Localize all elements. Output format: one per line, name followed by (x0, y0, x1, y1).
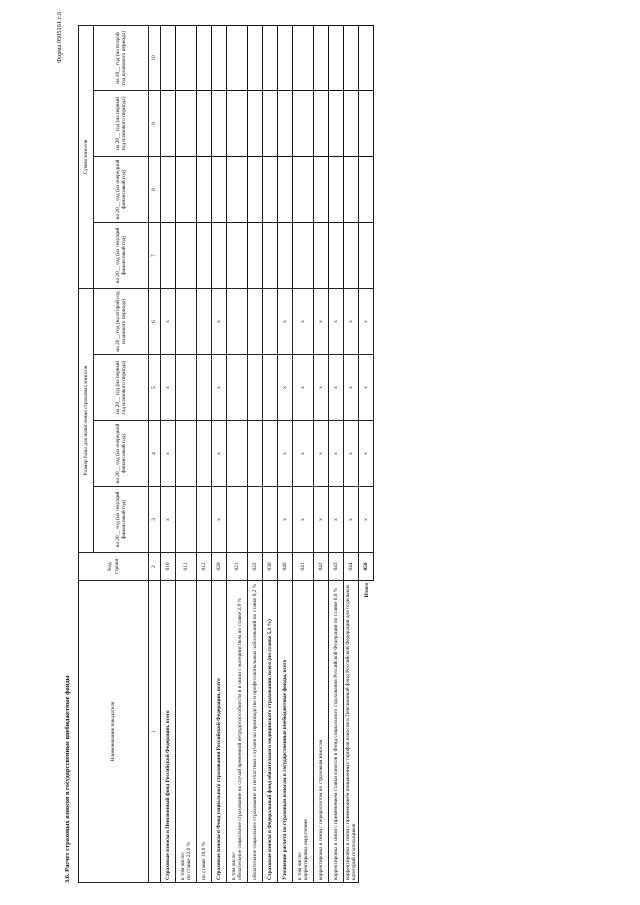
sum-value-cell[interactable] (263, 156, 278, 222)
row-name: Страховые взносы в Фонд социального страхования Российской Федерации, всего (215, 678, 222, 880)
row-code: 011 (176, 553, 197, 581)
header-period: на 20__ год (на текущий финансовый год) (94, 487, 149, 553)
row-name: корректировка в связи с применением пониженных тарифов взносов в Пенсионный фонд Российской Федерации для отдельных категорий плательщиков (345, 584, 358, 880)
column-number: 6 (149, 288, 161, 354)
sum-value-cell[interactable] (248, 222, 263, 288)
row-sub-name: обязательное социальное страхование на случай временной нетрудоспособности и в связи с материнством по ставке 2,9 % (237, 597, 243, 880)
base-mark-cell (263, 355, 278, 421)
row-name-cell (197, 581, 212, 883)
base-mark-cell: x (344, 288, 359, 354)
column-number: 7 (149, 222, 161, 288)
sum-value-cell[interactable] (344, 25, 359, 90)
table-row (197, 25, 212, 882)
base-mark-cell: x (314, 487, 329, 553)
base-mark-cell (176, 288, 197, 354)
column-number: 4 (149, 421, 161, 487)
sum-value-cell[interactable] (212, 156, 227, 222)
row-name-cell (176, 581, 197, 883)
sum-value-cell[interactable] (278, 25, 293, 90)
header-period: на 20__ год (на текущий финансовый год) (94, 222, 149, 288)
sum-value-cell[interactable] (293, 222, 314, 288)
base-mark-cell: x (329, 288, 344, 354)
section-title: 3.6. Расчет страховых взносов в государственные внебюджетные фонды (64, 675, 71, 883)
sum-value-cell[interactable] (212, 222, 227, 288)
sum-value-cell[interactable] (293, 25, 314, 90)
sum-value-cell[interactable] (212, 90, 227, 156)
sum-value-cell[interactable] (212, 25, 227, 90)
sum-value-cell[interactable] (197, 222, 212, 288)
table-row (176, 25, 197, 882)
table-row (227, 25, 248, 882)
row-code: 012 (197, 553, 212, 581)
header-period: на 20__ год (на очередной финансовый год) (94, 421, 149, 487)
total-sum-cell[interactable] (359, 156, 374, 222)
row-name-cell (212, 581, 227, 883)
table-row (329, 25, 344, 882)
base-mark-cell (227, 355, 248, 421)
row-name-cell (278, 581, 293, 883)
sum-value-cell[interactable] (263, 25, 278, 90)
table-row (161, 25, 176, 882)
base-mark-cell: x (293, 421, 314, 487)
sum-value-cell[interactable] (329, 156, 344, 222)
total-sum-cell[interactable] (359, 222, 374, 288)
base-mark-cell: x (278, 487, 293, 553)
base-mark-cell: x (278, 421, 293, 487)
sum-value-cell[interactable] (329, 25, 344, 90)
sum-value-cell[interactable] (263, 90, 278, 156)
total-row (359, 25, 374, 882)
row-code: 022 (248, 553, 263, 581)
table-row (278, 25, 293, 882)
base-mark-cell (227, 288, 248, 354)
row-name: Уточнение расчета по страховым взносам в государственные внебюджетные фонды, всего (281, 659, 288, 880)
sum-value-cell[interactable] (227, 90, 248, 156)
row-name: корректировка в связи с применением ставки взносов в Фонд социального страхования Российской Федерации по ставке 0,0 % (332, 587, 339, 880)
base-mark-cell (263, 487, 278, 553)
sum-value-cell[interactable] (329, 90, 344, 156)
sum-value-cell[interactable] (161, 222, 176, 288)
header-group-sum: Сумма взносов (79, 25, 94, 288)
row-name-cell (329, 581, 344, 883)
base-mark-cell (263, 288, 278, 354)
header-code: Код строки (79, 553, 149, 581)
base-mark-cell (197, 355, 212, 421)
base-mark-cell (176, 421, 197, 487)
row-name: в том числе: (179, 851, 186, 880)
header-period: на 20__ год (на второй год планового периода) (94, 288, 149, 354)
header-period: на 20__ год (на первый год планового периода) (94, 90, 149, 156)
header-period: на 20__ год (на первый год планового периода) (94, 355, 149, 421)
column-number: 8 (149, 156, 161, 222)
sum-value-cell[interactable] (197, 156, 212, 222)
row-name-cell (314, 581, 329, 883)
base-mark-cell: x (293, 487, 314, 553)
total-sum-cell[interactable] (359, 90, 374, 156)
base-mark-cell: x (344, 421, 359, 487)
total-label: Итого (363, 583, 370, 598)
row-name-cell (263, 581, 278, 883)
base-mark-cell: x (329, 487, 344, 553)
header-name: Наименование показателя (79, 581, 149, 883)
total-sum-cell[interactable] (359, 25, 374, 90)
base-mark-cell: x (161, 421, 176, 487)
header-period: на 20__ год (на очередной финансовый год) (94, 156, 149, 222)
table-row (293, 25, 314, 882)
table-row (314, 25, 329, 882)
sum-value-cell[interactable] (293, 90, 314, 156)
sum-value-cell[interactable] (227, 222, 248, 288)
column-number: 2 (149, 553, 161, 581)
row-code: 041 (293, 553, 314, 581)
column-number: 3 (149, 487, 161, 553)
sum-value-cell[interactable] (176, 156, 197, 222)
row-code: 044 (344, 553, 359, 581)
base-mark-cell: x (293, 288, 314, 354)
sum-value-cell[interactable] (278, 222, 293, 288)
insurance-contributions-table (78, 25, 374, 883)
row-name: по ставке 10,0 % (200, 841, 207, 880)
sum-value-cell[interactable] (263, 222, 278, 288)
base-mark-cell: x (212, 288, 227, 354)
row-code: 020 (212, 553, 227, 581)
base-mark-cell (176, 355, 197, 421)
base-mark-cell (227, 421, 248, 487)
row-name-cell (248, 581, 263, 883)
row-sub-name: по ставке 22,0 % (186, 841, 192, 880)
base-mark-cell (176, 487, 197, 553)
total-base-mark: x (359, 487, 374, 553)
row-name: в том числе: (296, 851, 303, 880)
sum-value-cell[interactable] (197, 25, 212, 90)
row-code: 030 (263, 553, 278, 581)
table-row (344, 25, 359, 882)
total-base-mark: x (359, 288, 374, 354)
base-mark-cell (197, 421, 212, 487)
row-name: обязательное социальное страхование от несчастных случаев на производстве и профессиональных заболеваний по ставке 0,2 % (251, 583, 258, 880)
column-number: 5 (149, 355, 161, 421)
sum-value-cell[interactable] (293, 156, 314, 222)
sum-value-cell[interactable] (278, 156, 293, 222)
base-mark-cell: x (212, 421, 227, 487)
sum-value-cell[interactable] (176, 90, 197, 156)
base-mark-cell (248, 421, 263, 487)
base-mark-cell (197, 487, 212, 553)
sum-value-cell[interactable] (314, 90, 329, 156)
base-mark-cell: x (344, 487, 359, 553)
row-name: Страховые взносы в Пенсионный фонд Российской Федерации, всего (164, 710, 171, 880)
column-number: 1 (149, 581, 161, 883)
base-mark-cell: x (278, 355, 293, 421)
base-mark-cell: x (293, 355, 314, 421)
row-name-cell (293, 581, 314, 883)
column-number: 9 (149, 90, 161, 156)
base-mark-cell (248, 288, 263, 354)
sum-value-cell[interactable] (278, 90, 293, 156)
base-mark-cell: x (161, 487, 176, 553)
base-mark-cell (197, 288, 212, 354)
sum-value-cell[interactable] (344, 222, 359, 288)
sum-value-cell[interactable] (176, 25, 197, 90)
base-mark-cell: x (314, 355, 329, 421)
sum-value-cell[interactable] (161, 156, 176, 222)
base-mark-cell: x (329, 421, 344, 487)
sum-value-cell[interactable] (227, 156, 248, 222)
header-period: на 20__ год (на второй год планового периода) (94, 25, 149, 90)
sum-value-cell[interactable] (161, 90, 176, 156)
sum-value-cell[interactable] (176, 222, 197, 288)
base-mark-cell: x (212, 487, 227, 553)
row-name: корректировка в связи с перерасчетом по страховым взносам (317, 739, 324, 880)
row-name: Страховые взносы в Федеральный фонд обязательного медицинского страхования, всего (по ставке 5,1 %) (266, 619, 273, 880)
sum-value-cell[interactable] (161, 25, 176, 90)
base-mark-cell: x (161, 355, 176, 421)
base-mark-cell: x (161, 288, 176, 354)
base-mark-cell: x (314, 421, 329, 487)
row-code: 040 (278, 553, 293, 581)
base-mark-cell (248, 487, 263, 553)
table-row (248, 25, 263, 882)
total-base-mark: x (359, 421, 374, 487)
header-group-base: Размер базы для начисления страховых взносов (79, 288, 94, 552)
sum-value-cell[interactable] (314, 222, 329, 288)
sum-value-cell[interactable] (248, 156, 263, 222)
base-mark-cell: x (329, 355, 344, 421)
row-name-cell (227, 581, 248, 883)
base-mark-cell: x (314, 288, 329, 354)
sum-value-cell[interactable] (329, 222, 344, 288)
sum-value-cell[interactable] (314, 156, 329, 222)
base-mark-cell (248, 355, 263, 421)
base-mark-cell (263, 421, 278, 487)
table-row (263, 25, 278, 882)
base-mark-cell: x (212, 355, 227, 421)
row-code: 043 (329, 553, 344, 581)
sum-value-cell[interactable] (314, 25, 329, 90)
table-row (212, 25, 227, 882)
row-code: 042 (314, 553, 329, 581)
sum-value-cell[interactable] (344, 156, 359, 222)
row-sub-name: корректировка округления (303, 819, 309, 880)
sum-value-cell[interactable] (344, 90, 359, 156)
row-name: в том числе: (230, 851, 237, 880)
form-code: Форма 0505161 с.6 (56, 11, 63, 63)
base-mark-cell: x (344, 355, 359, 421)
column-number: 10 (149, 25, 161, 90)
row-code: 010 (161, 553, 176, 581)
base-mark-cell: x (278, 288, 293, 354)
row-code: 021 (227, 553, 248, 581)
row-name-cell (161, 581, 176, 883)
base-mark-cell (227, 487, 248, 553)
row-name-cell (344, 581, 359, 883)
sum-value-cell[interactable] (197, 90, 212, 156)
sum-value-cell[interactable] (248, 25, 263, 90)
total-base-mark: x (359, 355, 374, 421)
sum-value-cell[interactable] (227, 25, 248, 90)
sum-value-cell[interactable] (248, 90, 263, 156)
total-code: 050 (359, 553, 374, 581)
